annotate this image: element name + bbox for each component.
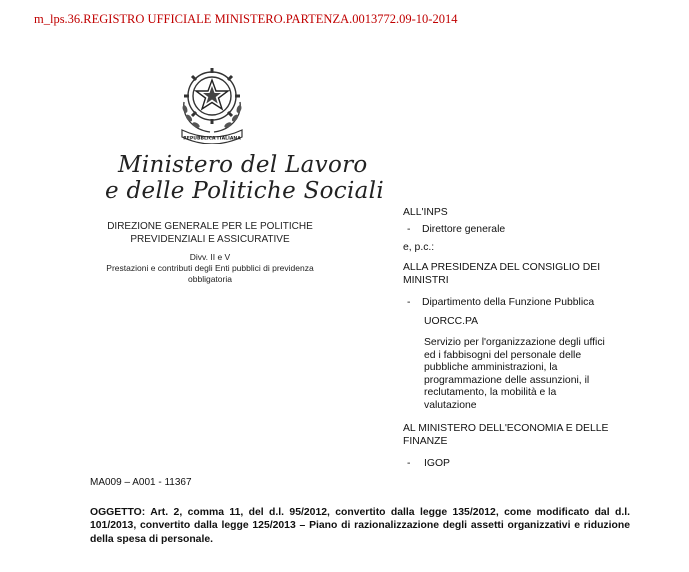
service-line: ed i fabbisogni del personale delle — [424, 349, 582, 361]
service-line: reclutamento, la mobilità e la — [424, 387, 557, 399]
economy-dash: - — [407, 458, 411, 469]
office-code: UORCC.PA — [424, 316, 479, 327]
recipient-department: Dipartimento della Funzione Pubblica — [422, 297, 595, 308]
directorate-line1: DIREZIONE GENERALE PER LE POLITICHE — [107, 221, 313, 232]
registry-protocol-line: m_lps.36.REGISTRO UFFICIALE MINISTERO.PARTENZA.0013772.09-10-2014 — [34, 12, 458, 26]
office-description — [90, 263, 330, 285]
service-line: programmazione delle assunzioni, il — [424, 374, 590, 386]
economy-line2: FINANZE — [403, 435, 448, 447]
recipient-economy-ministry — [403, 423, 608, 448]
svg-text:REPUBBLICA ITALIANA: REPUBBLICA ITALIANA — [183, 136, 241, 142]
division-label: Divv. II e V — [189, 252, 231, 262]
ministry-name-line2: e delle Politiche Sociali — [105, 178, 384, 204]
recipient-inps-label: ALL'INPS — [403, 207, 448, 218]
office-line1: Prestazioni e contributi degli Enti pubblici di previdenza — [106, 263, 314, 273]
recipient-presidency — [403, 262, 600, 287]
protocol-code: MA009 – A001 - 11367 — [90, 477, 192, 488]
subject-paragraph — [90, 506, 630, 546]
service-line: pubbliche amministrazioni, la — [424, 362, 558, 374]
office-line2: obbligatoria — [188, 274, 232, 284]
recipient-dash: - — [407, 224, 411, 235]
recipient-igop: IGOP — [424, 458, 450, 469]
directorate-title — [90, 220, 330, 246]
service-line: valutazione — [424, 399, 477, 411]
recipient-inps-director: Direttore generale — [422, 224, 506, 235]
directorate-line2: PREVIDENZIALI E ASSICURATIVE — [130, 234, 290, 245]
cc-label: e, p.c.: — [403, 242, 435, 253]
presidency-line1: ALLA PRESIDENZA DEL CONSIGLIO DEI — [403, 262, 601, 273]
subject-label: OGGETTO: — [90, 507, 146, 518]
economy-line1: AL MINISTERO DELL'ECONOMIA E DELLE — [403, 423, 609, 434]
repubblica-italiana-emblem-icon — [174, 62, 250, 144]
service-line: Servizio per l'organizzazione degli uffici — [424, 337, 605, 348]
subject-text: Art. 2, comma 11, del d.l. 95/2012, convertito dalla legge 135/2012, come modificato dal d.l. 101/2013, convertito dalla legge 125/2013 – Piano di razionalizzazione degli assetti organizzativi e riduzione della spesa di personale. — [90, 507, 630, 545]
service-description — [424, 337, 605, 413]
department-dash: - — [407, 297, 411, 308]
ministry-name-line1: Ministero del Lavoro — [118, 152, 368, 178]
presidency-line2: MINISTRI — [403, 274, 449, 286]
